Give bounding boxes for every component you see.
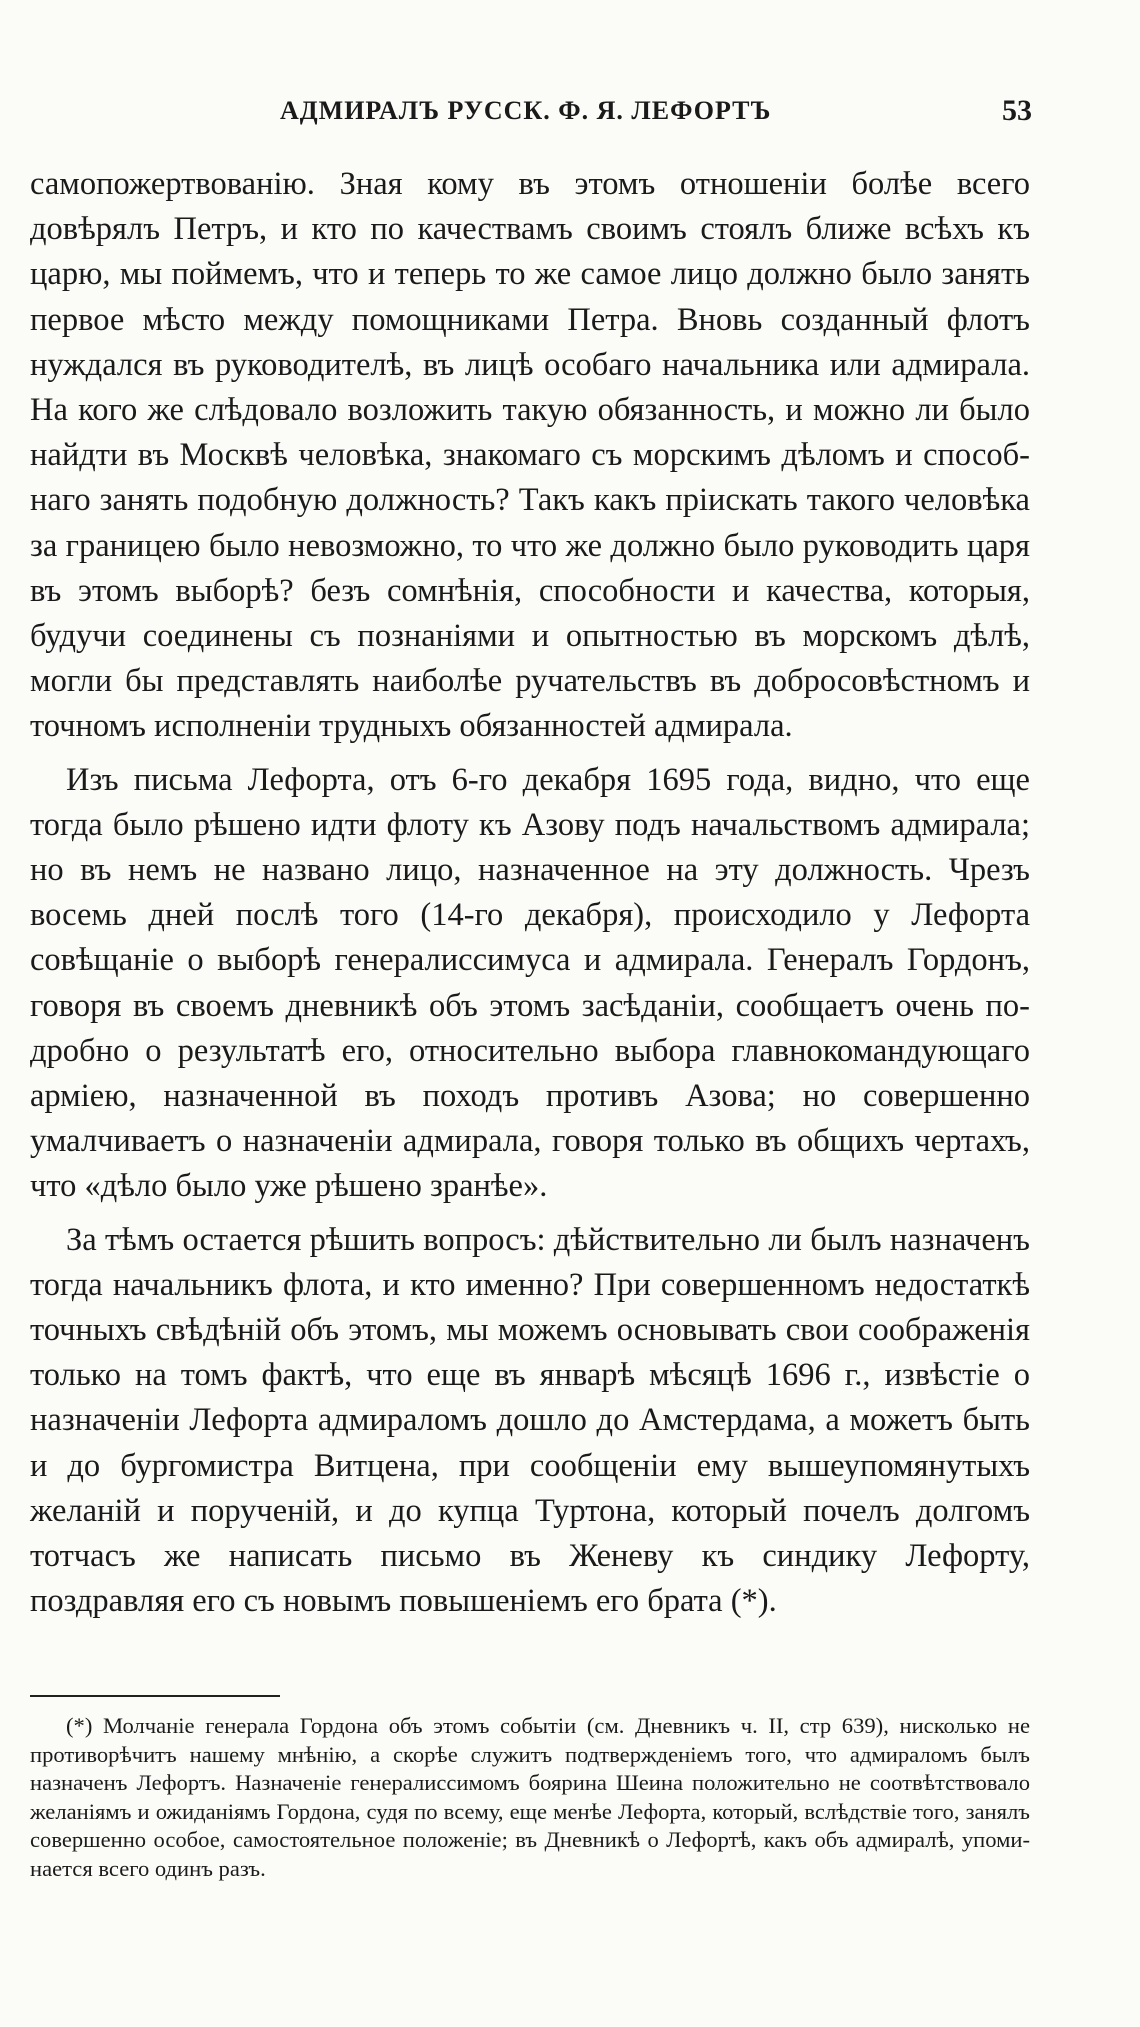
footnote: (*) Молчаніе генерала Гордона объ этомъ событіи (см. Дневникъ ч. II, стр 639), нисколько не противорѣчитъ нашему мнѣнію, а скорѣе служитъ подтвержденіемъ того, что адмираломъ былъ назначенъ Лефортъ. Назначеніе генералиссимомъ боярина Шеина положительно не соотвѣтствовало желаніямъ и ожиданіямъ Гордона, судя по всему, еще менѣе Лефорта, который, вслѣдствіе того, занялъ совершенно особое, самостоятельное положеніе; въ Дневникѣ о Лефортѣ, какъ объ адмиралѣ, упоминается всего одинъ разъ. [30, 1713, 1030, 1881]
paragraph: За тѣмъ остается рѣшить вопросъ: дѣйствительно ли былъ назначенъ тогда начальникъ флота, и кто именно? При совершенномъ недостаткѣ точныхъ свѣдѣній объ этомъ, мы можемъ основывать свои соображенія только на томъ фактѣ, что еще въ январѣ мѣсяцѣ 1696 г., извѣстіе о назначеніи Лефорта адмираломъ дошло до Амстердама, а можетъ быть и до бургомистра Витцена, при сообщеніи ему вышеупомянутыхъ желаній и порученій, и до купца Туртона, который почелъ долгомъ тотчасъ же написать письмо въ Женеву къ синдику Лефорту, поздравляя его съ новымъ повышеніемъ его брата (*). [30, 1221, 1030, 1620]
main-text [30, 162, 1030, 1633]
page-header [30, 96, 1030, 136]
paragraph: самопожертвованію. Зная кому въ этомъ отношеніи болѣе всего довѣрялъ Петръ, и кто по качествамъ своимъ стоялъ ближе всѣхъ къ царю, мы поймемъ, что и теперь то же самое лицо должно было занять первое мѣсто между помощниками Петра. Вновь созданный флотъ нуждался въ руководителѣ, въ лицѣ особаго начальника или адмирала. На кого же слѣдовало возложить такую обязанность, и можно ли было найдти въ Москвѣ человѣка, знакомаго съ морскимъ дѣломъ и способнаго занять подобную должность? Такъ какъ пріискать такого человѣка за границею было невозможно, то что же должно было руководить царя въ этомъ выборѣ? безъ сомнѣнія, способности и качества, которыя, будучи соединены съ познаніями и опытностью въ морскомъ дѣлѣ, могли бы представлять наиболѣе ручательствъ въ добросовѣстномъ и точномъ исполненіи трудныхъ обязанностей адмирала. [30, 166, 1030, 745]
paragraph: Изъ письма Лефорта, отъ 6-го декабря 1695 года, видно, что еще тогда было рѣшено идти флоту къ Азову подъ начальствомъ адмирала; но въ немъ не названо лицо, назначенное на эту должность. Чрезъ восемь дней послѣ того (14-го декабря), происходило у Лефорта совѣщаніе о выборѣ генералиссимуса и адмирала. Генералъ Гордонъ, говоря въ своемъ дневникѣ объ этомъ засѣданіи, сообщаетъ очень подробно о результатѣ его, относительно выбора главнокомандующаго арміею, назначенной въ походъ противъ Азова; но совершенно умалчиваетъ о назначеніи адмирала, говоря только въ общихъ чертахъ, что «дѣло было уже рѣшено зранѣе». [30, 761, 1030, 1205]
running-title: АДМИРАЛЪ РУССК. Ф. Я. ЛЕФОРТЪ [280, 96, 772, 125]
page-number: 53 [1002, 94, 1032, 127]
footnote-divider [30, 1695, 280, 1697]
